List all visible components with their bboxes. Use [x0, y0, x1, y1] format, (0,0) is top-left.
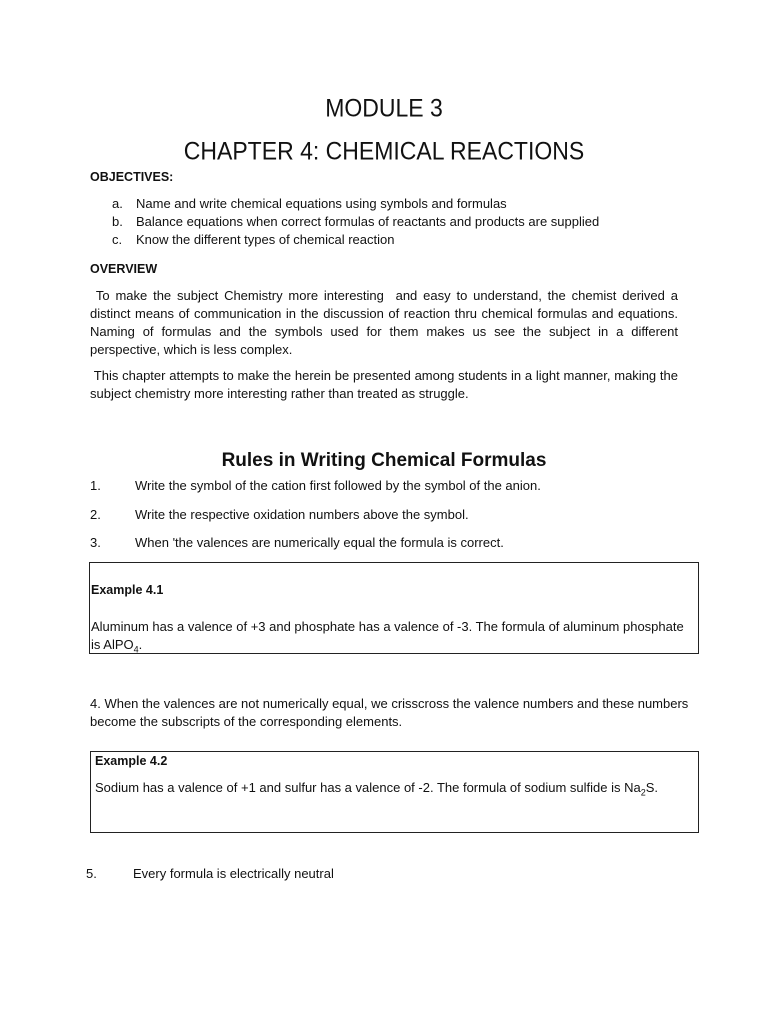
example-tail: .	[138, 637, 143, 652]
rule-text: Write the symbol of the cation first followed by the symbol of the anion.	[135, 478, 541, 493]
list-text: Balance equations when correct formulas of reactants and products are supplied	[136, 214, 600, 229]
list-letter: a.	[112, 196, 123, 211]
list-text: Know the different types of chemical reaction	[136, 232, 395, 247]
overview-paragraph-2: This chapter attempts to make the herein be presented among students in a light manner, making the subject chemistry more interesting rather than treated as struggle.	[90, 368, 682, 401]
example-tail: S.	[645, 780, 659, 795]
list-item	[112, 213, 599, 231]
list-text: Name and write chemical equations using symbols and formulas	[136, 196, 507, 211]
rule-text: When 'the valences are numerically equal the formula is correct.	[135, 535, 504, 550]
subscript: 2	[640, 787, 646, 798]
example-body: Aluminum has a valence of +3 and phosphate has a valence of -3. The formula of aluminum phosphate is AlPO	[91, 619, 684, 652]
subscript: 4	[133, 644, 139, 655]
objectives-list	[112, 195, 599, 249]
rule-item	[90, 534, 504, 552]
list-item	[112, 195, 599, 213]
rule-number: 2.	[90, 507, 101, 522]
example-box-4-2	[90, 751, 699, 833]
list-letter: c.	[112, 232, 123, 247]
overview-heading: OVERVIEW	[90, 262, 158, 276]
overview-paragraph-1: To make the subject Chemistry more interesting and easy to understand, the chemist derived a distinct means of communication in the discussion of reaction thru chemical formulas and equations. Naming of formulas and the symbols used for them makes us see the subject in a different perspective, which is less complex.	[90, 288, 682, 357]
objectives-heading: OBJECTIVES:	[90, 170, 174, 184]
example-text	[91, 618, 691, 654]
rule-4-paragraph: 4. When the valences are not numerically equal, we crisscross the valence numbers and these numbers become the subscripts of the corresponding elements.	[90, 696, 689, 729]
example-label: Example 4.1	[91, 583, 164, 597]
rule-item	[86, 865, 334, 883]
rule-item	[90, 477, 541, 495]
rules-heading: Rules in Writing Chemical Formulas	[221, 450, 547, 471]
chapter-title: CHAPTER 4: CHEMICAL REACTIONS	[183, 136, 585, 166]
rule-number: 1.	[90, 478, 101, 493]
list-item	[112, 231, 599, 249]
module-title: MODULE 3	[325, 93, 443, 123]
rule-item	[90, 506, 469, 524]
list-letter: b.	[112, 214, 123, 229]
example-text	[95, 779, 695, 797]
example-body: Sodium has a valence of +1 and sulfur has a valence of -2. The formula of sodium sulfide is Na	[95, 780, 641, 795]
rule-number: 3.	[90, 535, 101, 550]
rule-text: Write the respective oxidation numbers above the symbol.	[135, 507, 469, 522]
rule-text: Every formula is electrically neutral	[133, 866, 334, 881]
rule-number: 5.	[86, 866, 97, 881]
example-label: Example 4.2	[95, 754, 168, 768]
example-box-4-1	[89, 562, 699, 654]
